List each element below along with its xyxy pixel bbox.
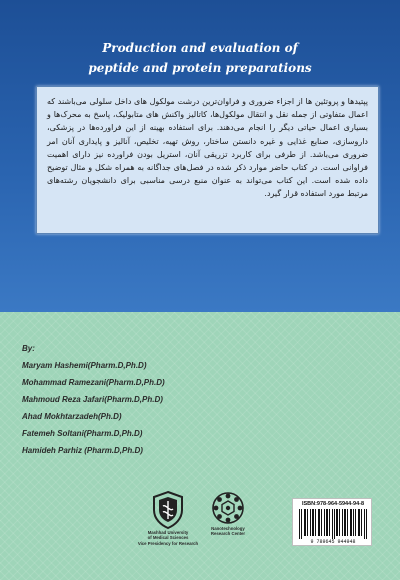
barcode-digits: 9 789645 944948	[310, 539, 356, 545]
university-name-line-1: Mashhad University	[147, 530, 189, 535]
authors-label: By:	[22, 344, 35, 353]
university-name-line-2: of Medical Sciences	[147, 535, 189, 541]
university-name	[136, 530, 200, 546]
research-center-line-1: Nanotechnology	[211, 526, 245, 531]
university-name-line-3: Vice Presidency for Research	[137, 540, 199, 546]
isbn-barcode	[292, 498, 372, 546]
university-logo	[136, 490, 200, 546]
author-name: Mahmoud Reza Jafari(Pharm.D,Ph.D)	[22, 395, 163, 404]
title-line-2: peptide and protein preparations	[88, 61, 312, 75]
author-name: Fatemeh Soltani(Pharm.D,Ph.D)	[22, 429, 143, 438]
author-name: Hamideh Parhiz (Pharm.D,Ph.D)	[22, 446, 143, 455]
author-list	[22, 344, 282, 459]
research-center-name	[198, 526, 258, 537]
book-title	[20, 38, 380, 78]
author-name: Maryam Hashemi(Pharm.D,Ph.D)	[22, 361, 147, 370]
title-line-1: Production and evaluation of	[102, 41, 298, 55]
nanotechnology-logo	[198, 490, 258, 537]
barcode-bars	[299, 509, 367, 539]
nanotechnology-emblem-icon	[210, 490, 246, 526]
research-center-line-2: Research Center	[210, 531, 246, 537]
author-name: Ahad Mokhtarzadeh(Ph.D)	[22, 412, 122, 421]
abstract-box	[36, 86, 379, 234]
abstract-text: پپتیدها و پروتئین ها از اجزاء ضروری و فراوان‌ترین درشت مولکول های داخل سلولی می‌باشند که اعمال متفاوتی از جمله نقل و انتقال مولکول‌ها، کاتالیز واکنش های متابولیک، پاسخ به محرک‌ها و بسیاری اعمال حیاتی دیگر را انجام می‌دهند. برای استفاده بهینه از این فراورده‌ها در پزشکی، داروسازی، صنایع غذایی و غیره دانستن ساختار، روش تهیه، تخلیص، آنالیز و پایداری آنان امر ضروری می‌باشد. از طرفی برای کاربرد تزریقی آنان، استریل بودن فراورده نیز دارای اهمیت فراوانی است. در کتاب حاضر موارد ذکر شده در فصل‌های جداگانه به همراه شکل و مثال توضیح داده شده است. این کتاب می‌تواند به عنوان منبع درسی مناسبی برای دانشجویان رشته‌های مرتبط مورد استفاده قرار گیرد.	[47, 97, 368, 199]
author-name: Mohammad Ramezani(Pharm.D,Ph.D)	[22, 378, 165, 387]
university-emblem-icon	[150, 490, 186, 530]
isbn-number: ISBN:978-964-5944-94-8	[301, 501, 365, 507]
